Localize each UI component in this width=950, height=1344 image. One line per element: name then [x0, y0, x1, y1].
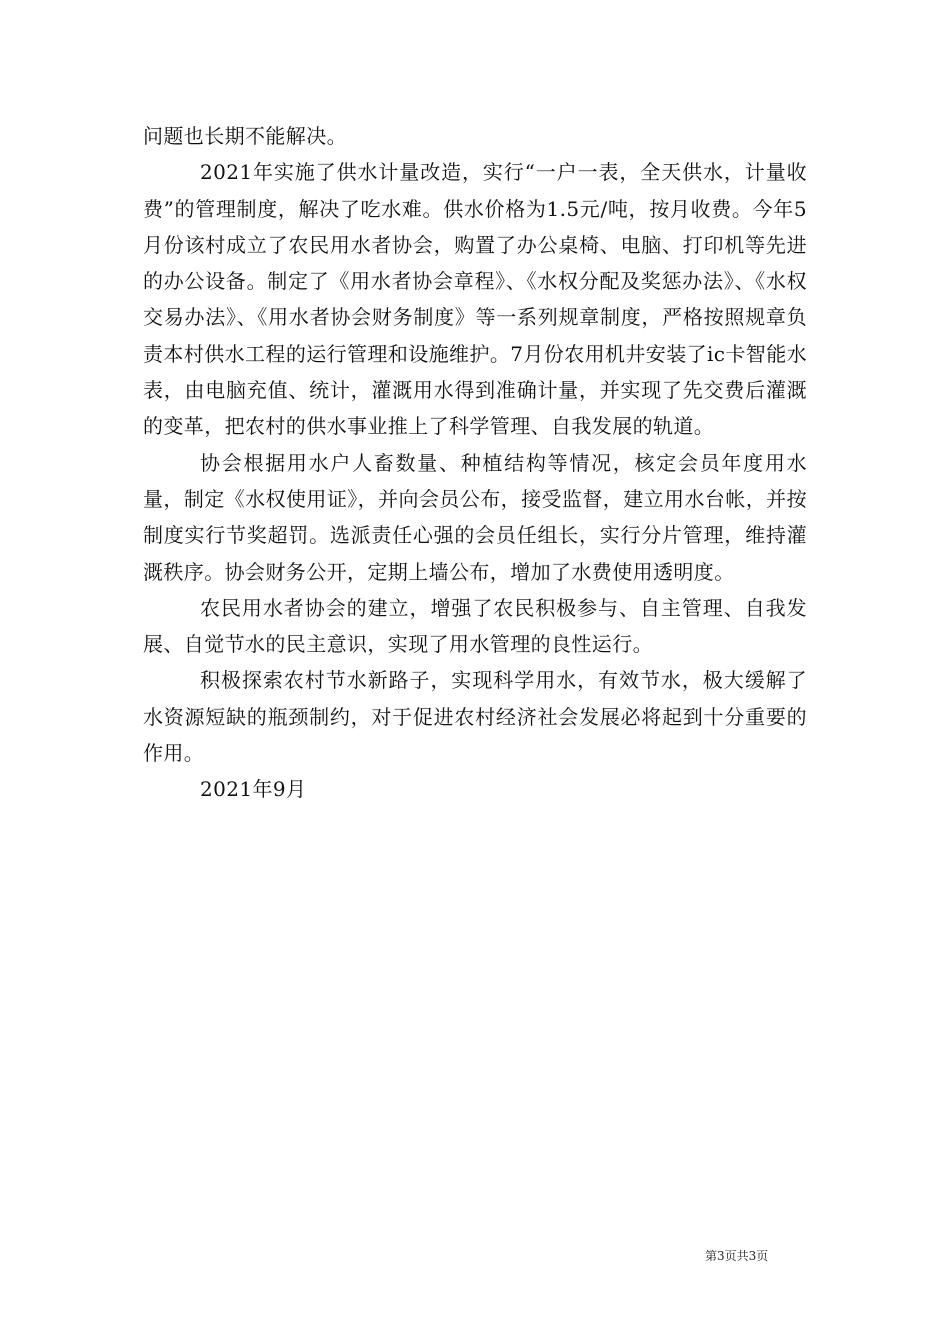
paragraph-conclusion: 积极探索农村节水新路子，实现科学用水，有效节水，极大缓解了水资源短缺的瓶颈制约，对于促进农村经济社会发展必将起到十分重要的作用。: [143, 668, 807, 766]
paragraph-association-effect: 农民用水者协会的建立，增强了农民积极参与、自主管理、自我发展、自觉节水的民主意识，实现了用水管理的良性运行。: [143, 595, 807, 657]
paragraph-metering-reform: 2021年实施了供水计量改造，实行“一户一表，全天供水，计量收费”的管理制度，解决了吃水难。供水价格为1.5元/吨，按月收费。今年5月份该村成立了农民用水者协会，购置了办公桌椅、电脑、打印机等先进的办公设备。制定了《用水者协会章程》、《水权分配及奖惩办法》、《水权交易办法》、《用水者协会财务制度》等一系列规章制度，严格按照规章负责本村供水工程的运行管理和设施维护。7月份农用机井安装了ic卡智能水表，由电脑充值、统计，灌溉用水得到准确计量，并实现了先交费后灌溉的变革，把农村的供水事业推上了科学管理、自我发展的轨道。: [143, 160, 807, 439]
paragraph-association-management: 协会根据用水户人畜数量、种植结构等情况，核定会员年度用水量，制定《水权使用证》，并向会员公布，接受监督，建立用水台帐，并按制度实行节奖超罚。选派责任心强的会员任组长，实行分片管理，维持灌溉秩序。协会财务公开，定期上墙公布，增加了水费使用透明度。: [143, 450, 807, 584]
document-body: [143, 118, 807, 808]
page-number-footer: 第3页共3页: [705, 1249, 769, 1263]
document-date: 2021年9月: [200, 777, 307, 802]
paragraph-continuation: 问题也长期不能解决。: [143, 124, 347, 148]
